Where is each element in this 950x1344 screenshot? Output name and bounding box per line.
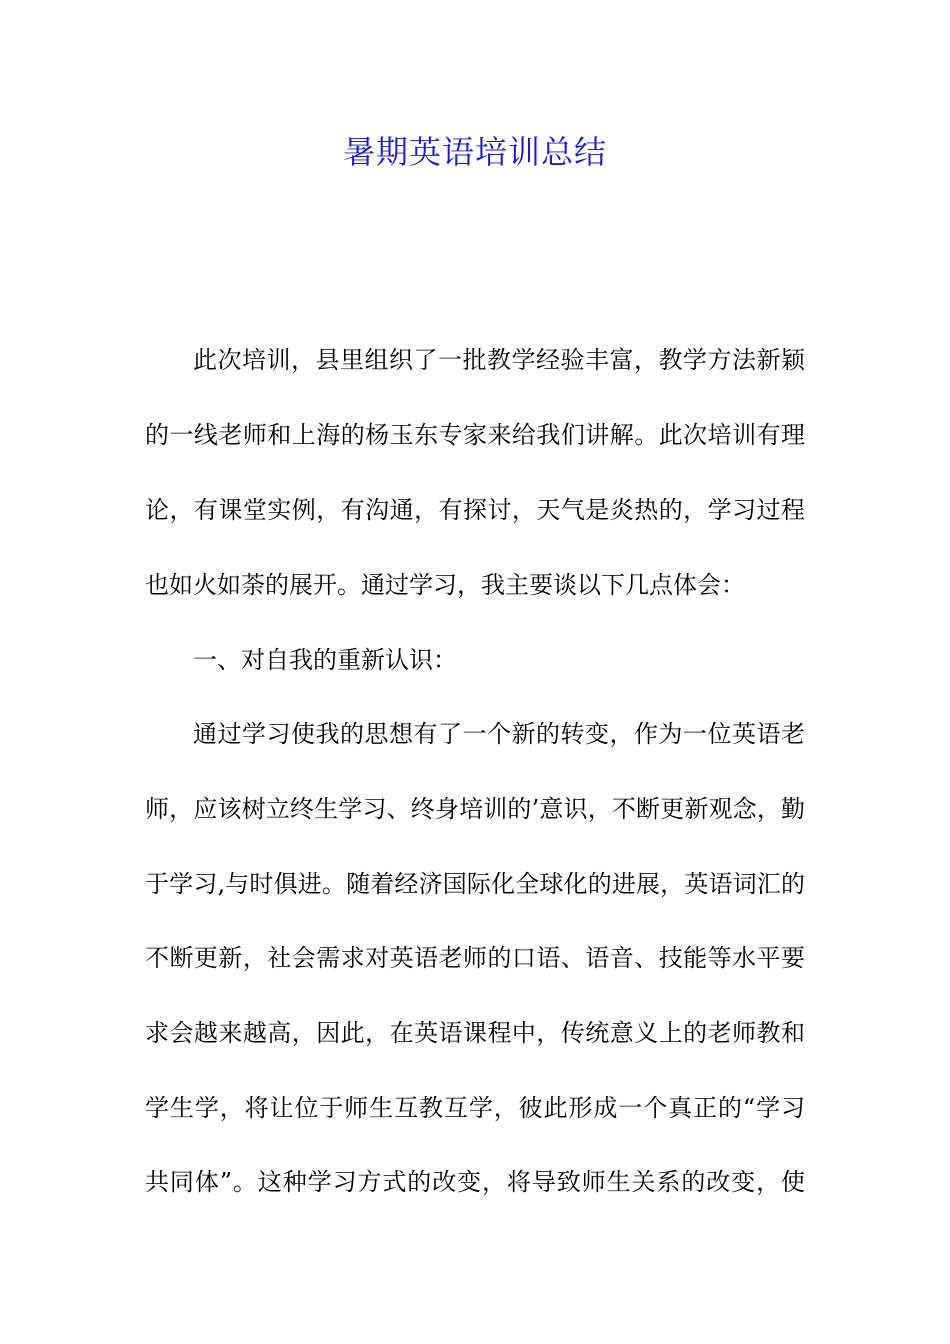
body-line-6: 通过学习使我的思想有了一个新的转变，作为一位英语老 bbox=[193, 720, 805, 748]
body-line-12: 共同体”。这种学习方式的改变，将导致师生关系的改变，使 bbox=[145, 1168, 805, 1196]
body-line-2: 的一线老师和上海的杨玉东专家来给我们讲解。此次培训有理 bbox=[145, 421, 805, 449]
document-title: 暑期英语培训总结 bbox=[342, 133, 607, 171]
body-line-3: 论，有课堂实例，有沟通，有探讨，天气是炎热的，学习过程 bbox=[145, 496, 805, 524]
body-line-9: 不断更新，社会需求对英语老师的口语、语音、技能等水平要 bbox=[145, 944, 805, 972]
body-line-7: 师，应该树立终生学习、终身培训的’意识，不断更新观念，勤 bbox=[145, 795, 805, 823]
body-line-1: 此次培训，县里组织了一批教学经验丰富，教学方法新颖 bbox=[193, 346, 805, 374]
body-line-11: 学生学，将让位于师生互教互学，彼此形成一个真正的“学习 bbox=[145, 1094, 805, 1122]
body-line-10: 求会越来越高，因此，在英语课程中，传统意义上的老师教和 bbox=[145, 1019, 805, 1047]
section-heading-1: 一、对自我的重新认识： bbox=[193, 646, 457, 674]
body-line-4: 也如火如荼的展开。通过学习，我主要谈以下几点体会： bbox=[145, 571, 745, 599]
body-line-8: 于学习,与时俱进。随着经济国际化全球化的进展，英语词汇的 bbox=[145, 870, 805, 898]
